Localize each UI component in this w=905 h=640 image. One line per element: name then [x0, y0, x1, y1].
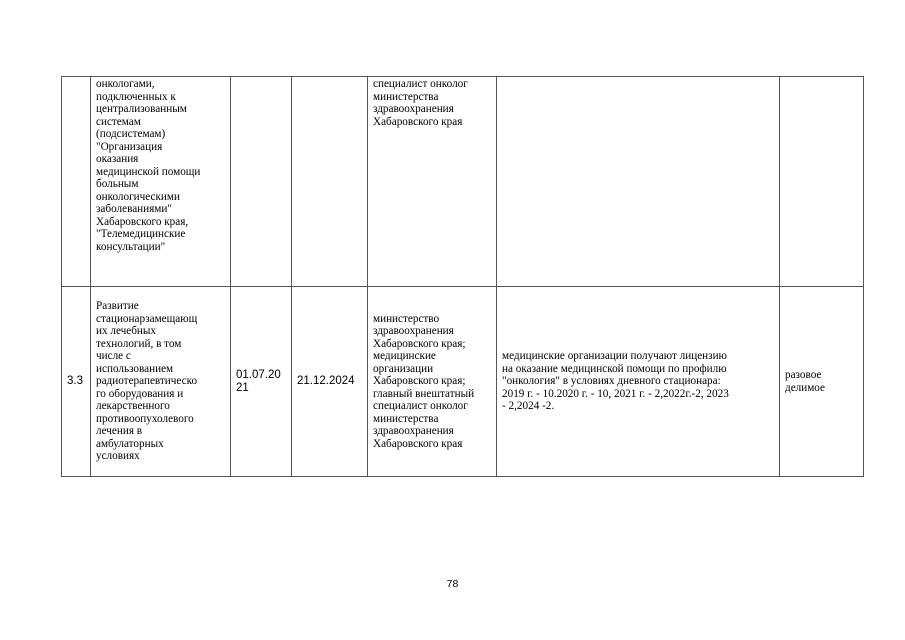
activity-title-cell: онкологами, подключенных к централизованным системам (подсистемам) "Организация оказания медицинской помощи больным онкологическими заболеваниями" Хабаровского края, "Телемедицинские консультации": [91, 77, 231, 287]
activity-title-cell: Развитие стационарзамещающ их лечебных технологий, в том числе с использованием радиотерапевтическо го оборудования и лекарственного противоопухолевого лечения в амбулаторных условиях: [91, 287, 231, 477]
type-cell: [780, 77, 864, 287]
responsible-cell: министерство здравоохранения Хабаровского края; медицинские организации Хабаровского края; главный внештатный специалист онколог министерства здравоохранения Хабаровского края: [368, 287, 497, 477]
result-cell: [497, 77, 780, 287]
start-date-cell: [231, 77, 292, 287]
type-cell: разовое делимое: [780, 287, 864, 477]
activities-table: [61, 76, 864, 477]
row-number-cell: 3.3: [62, 287, 91, 477]
responsible-cell: специалист онколог министерства здравоохранения Хабаровского края: [368, 77, 497, 287]
end-date-cell: [292, 77, 368, 287]
row-number-cell: [62, 77, 91, 287]
page-number: 78: [446, 578, 459, 590]
start-date-cell: 01.07.20 21: [231, 287, 292, 477]
result-cell: медицинские организации получают лицензию на оказание медицинской помощи по профилю "онкология" в условиях дневного стационара: 2019 г. - 10.2020 г. - 10, 2021 г. - 2,2022г.-2, 2023 - 2,2024 -2.: [497, 287, 780, 477]
table-row: [62, 77, 864, 287]
table-row: [62, 287, 864, 477]
end-date-cell: 21.12.2024: [292, 287, 368, 477]
